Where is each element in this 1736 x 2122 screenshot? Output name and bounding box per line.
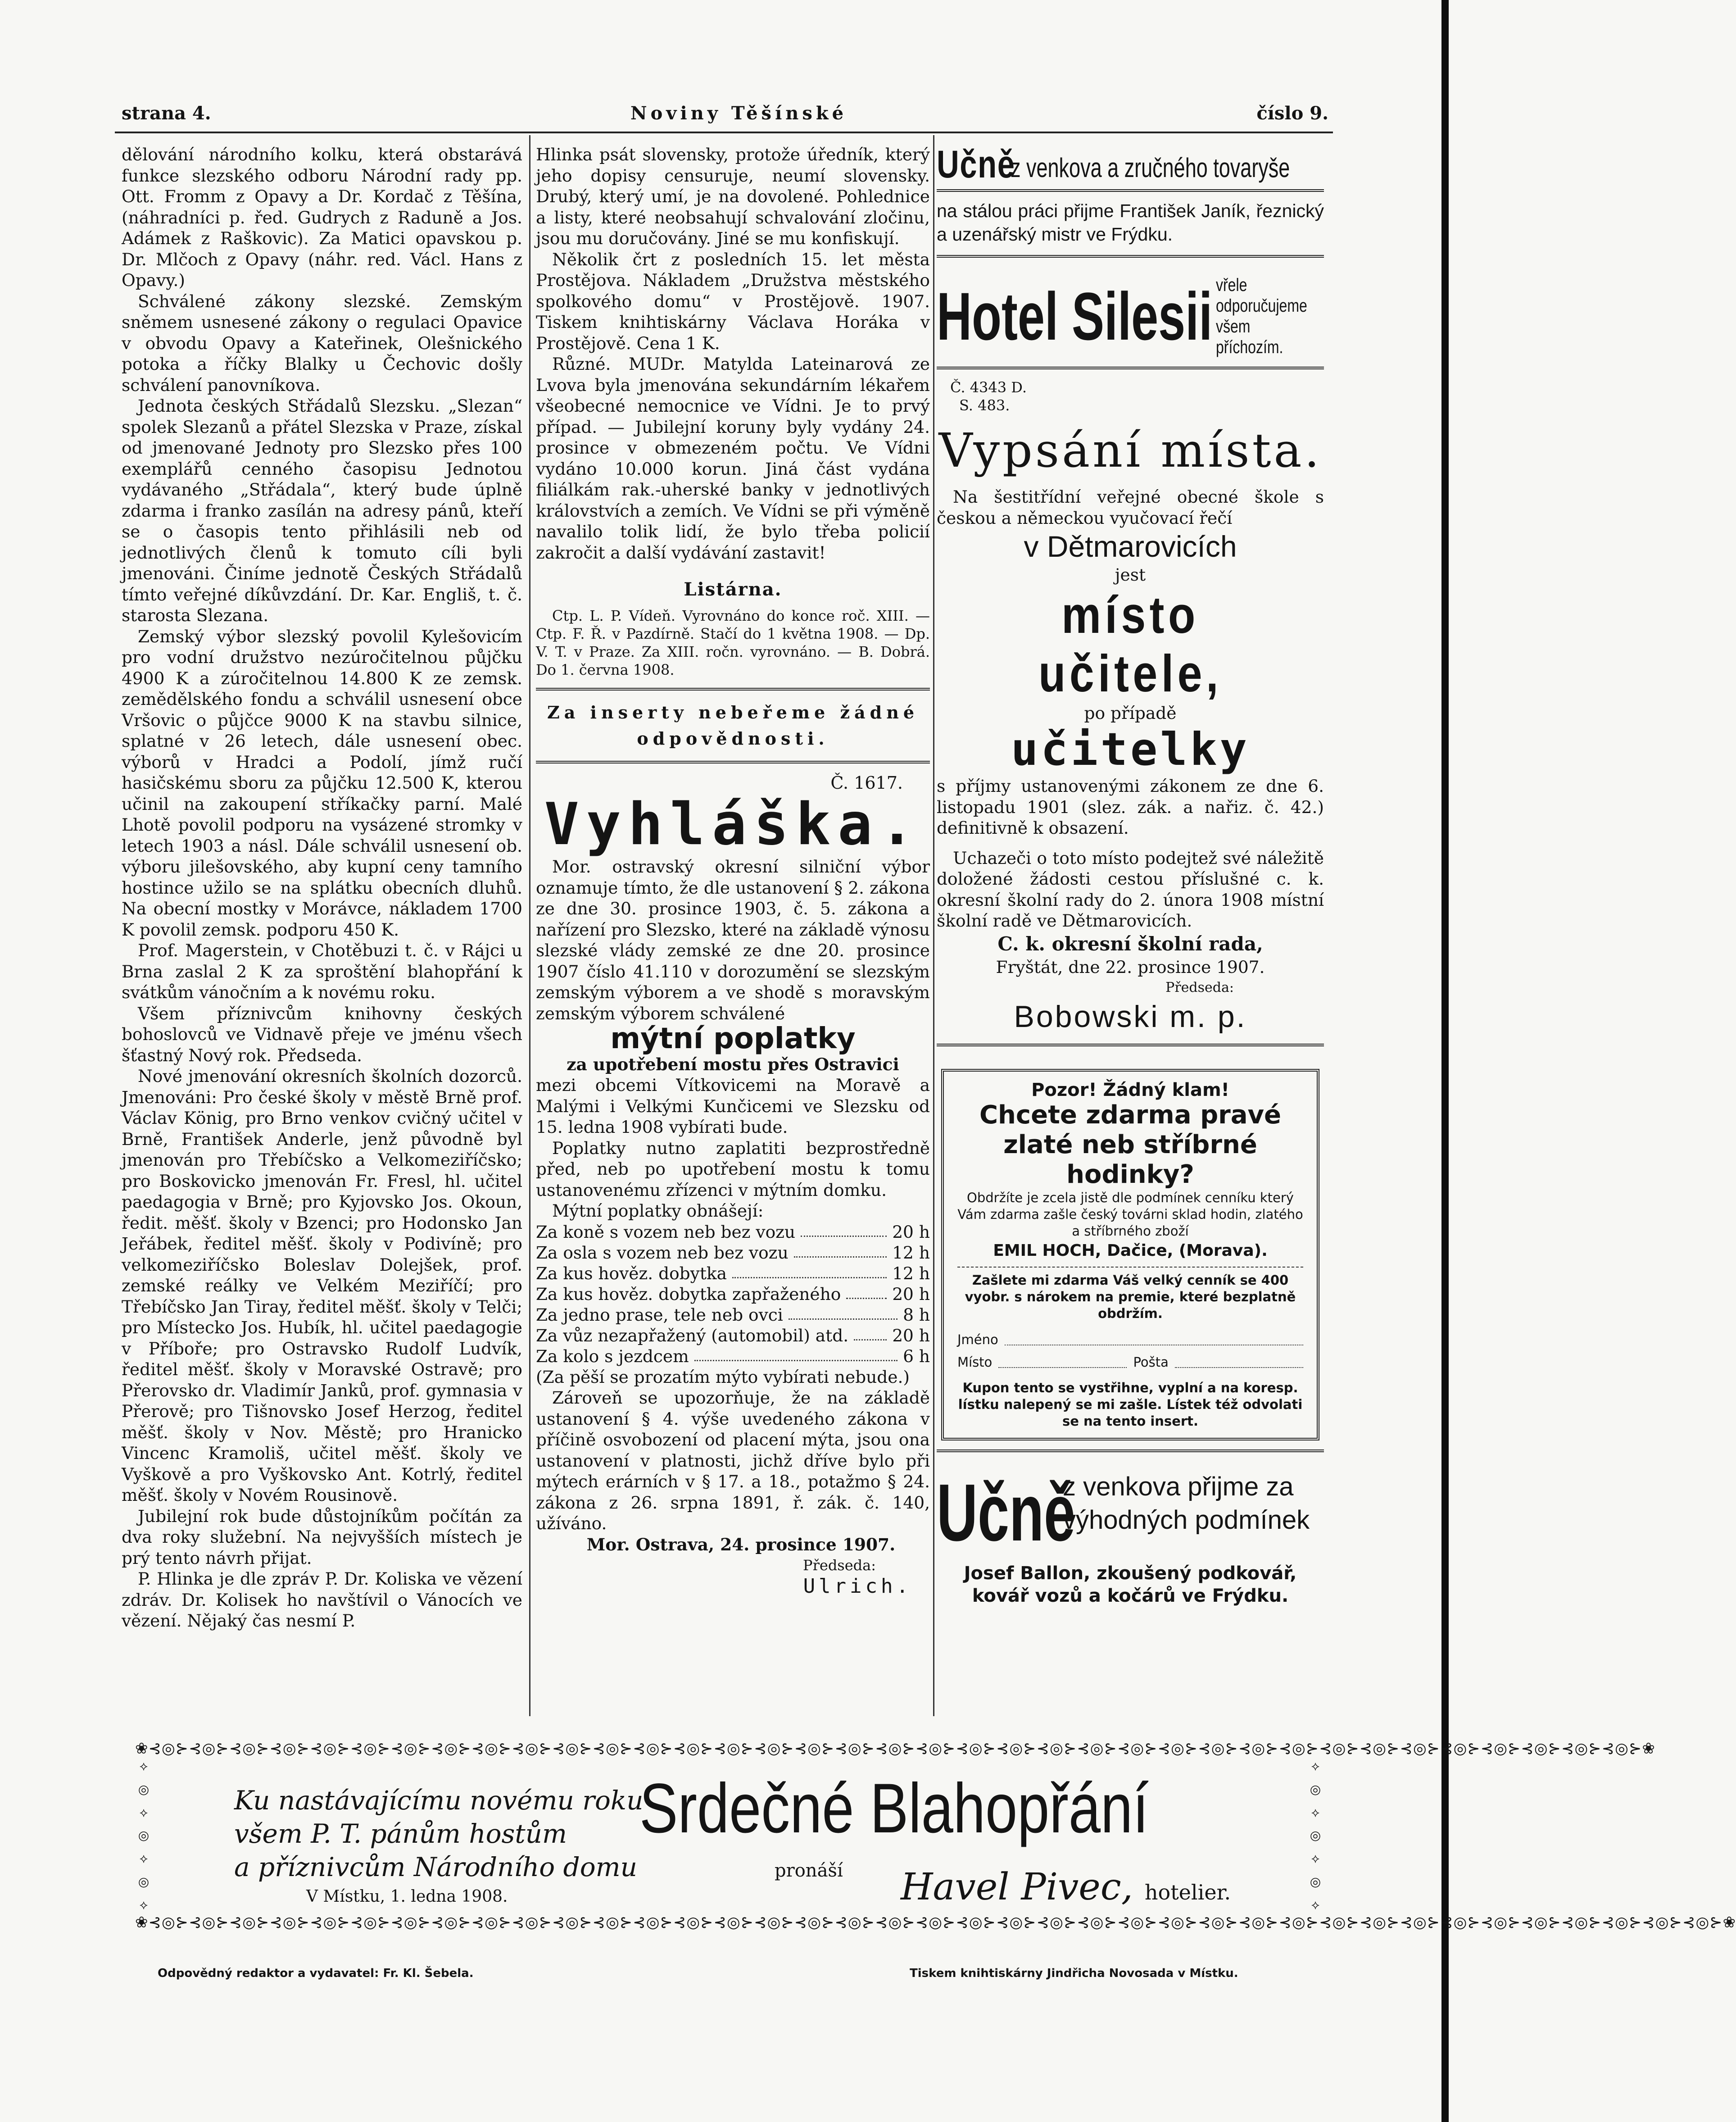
applicants-text: Uchazeči o toto místo podejtež své náležitě doložené žádosti cestou příslušné c. k. okresní školní rady do 2. února 1908 místní školní radě ve Dětmarovicích. [937, 848, 1324, 931]
signer-name: Havel Pivec, [901, 1866, 1133, 1908]
newspaper-title: Noviny Těšínské [630, 103, 848, 124]
article-paragraph: Poplatky nutno zaplatiti bezprostředně před, neb po upotřebení mostu k tomu ustanovenému zřízenci v mýtním domku. [536, 1138, 930, 1200]
hotel-aside: vřele odporučujeme všem příchozím. [1216, 275, 1307, 357]
article-paragraph: Nové jmenování okresních školních dozorců. Jmenováni: Pro české školy v městě Brně prof. Václav König, pro Brno venkov cvičný učitel v Brně, František Anderle, jenž původně byl jmenován pro Třebíčsko a Velkomeziříčsko; pro Boskovicko jmenován Fr. Fresl, hl. učitel paedagogia v Brně; pro Kyjovsko Jos. Okoun, ředit. měšť. školy v Bzenci; pro Hodonsko Jan Jeřábek, ředitel měšť. školy v Podivíně; pro velkomeziříčsko Boleslav Dolejšek, prof. zemské reálky ve Velkém Meziříčí; pro Třebíčsko Jan Tiray, ředitel měšť. školy v Telči; pro Místecko Jos. Hubík, hl. učitel paedagogie v Příboře; pro Ostravsko Rudolf Ludvík, ředitel měšť. školy v Moravské Ostravě; pro Přerovsko dr. Vladimír Janků, prof. gymnasia v Přerově; pro Tišnovsko Josef Herzog, ředitel měšť. školy v Nov. Městě; pro Hranicko Vincenc Kramoliš, učitel měšť. školy ve Vyškově a pro Vyškovsko Ant. Kotrlý, ředitel měšť. školy v Novém Rousinově. [122, 1066, 522, 1505]
predseda-label: Předseda: [803, 1557, 876, 1574]
greeting-signature [901, 1865, 1231, 1915]
greeting-pronasi: pronáší [775, 1860, 843, 1881]
ad-ucne-janik [937, 144, 1324, 185]
box-head: Pozor! Žádný klam! [1031, 1079, 1229, 1100]
salary-text: s příjmy ustanovenými zákonem ze dne 6. listopadu 1901 (slez. zák. a nařiz. č. 42.) definitivně k obsazení. [937, 776, 1324, 838]
tariff-note: (Za pěší se prozatím mýto vybírati nebude.) [536, 1367, 910, 1387]
reference-number: Č. 4343 D. [950, 379, 1027, 396]
ballon-text: Josef Ballon, zkoušený podkovář, kovář vozů a kočárů ve Frýdku. [964, 1563, 1297, 1606]
section-rule [536, 761, 930, 763]
footer-editor: Odpovědný redaktor a vydavatel: Fr. Kl. Šebela. [158, 1967, 474, 1980]
column-rule-1 [529, 135, 530, 1716]
ad-janik-text: na stálou práci přijme František Janík, řeznický a uzenářský mistr ve Frýdku. [937, 200, 1324, 245]
listarna-heading: Listárna. [684, 579, 782, 600]
mytni-subheading: za upotřebení mostu přes Ostravici [567, 1054, 899, 1074]
article-paragraph: dělování národního kolku, která obstarává funkce slezského odboru Národní rady pp. Ott. Fromm z Opavy a Dr. Kordač z Těšína, (náhradníci p. řed. Gudrych z Raduně a Jos. Adámek z Raškovic). Za Matici opavskou p. Dr. Mlčoch z Opavy (náhr. red. Václ. Hans z Opavy.) [122, 145, 522, 290]
article-paragraph: Hlinka psát slovensky, protože úředník, který jeho dopisy censuruje, neumí slovensky. Drubý, který umí, je na dovolené. Pohlednice a listy, které neobsahují schvalování zločinu, jsou mu doručovány. Jiné se mu konfiskují. [536, 145, 930, 248]
greeting-banner [135, 1739, 1736, 1932]
article-paragraph: Zároveň se upozorňuje, že na základě ustanovení § 4. výše uvedeného zákona v příčině osvobození od placení mýta, jsou ona ustanovení v platnosti, jichž dříve bylo při mýtech erárních v § 17. a 18., potažmo § 24. zákona z 26. srpna 1891, ř. zák. č. 140, užíváno. [536, 1388, 930, 1533]
vyhlaska-intro: Mor. ostravský okresní silniční výbor oznamuje tímto, že dle ustanovení § 2. zákona ze dne 30. prosince 1903, č. 5. zákona a nařízení pro Slezsko, které na základě výnosu slezské vlády zemské ze dne 20. prosince 1907 číslo 41.110 v dorozumění se slezským zemským výborem a ve shodě s moravským zemským výborem schválené [536, 857, 930, 1023]
section-rule [937, 1450, 1324, 1452]
village-name: v Dětmarovicích [1024, 530, 1237, 563]
ad-emil-hoch [941, 1069, 1319, 1440]
tariff-row: Za koně s vozem neb bez vozu 20 h [536, 1222, 930, 1242]
ad-ucne-headline: Učně [937, 143, 1015, 186]
school-council: C. k. okresní školní rada, [997, 932, 1263, 955]
reference-number: S. 483. [959, 397, 1010, 414]
signature: Ulrich. [803, 1574, 912, 1598]
ad-ucne-subheadline: z venkova a zručného tovaryše [1011, 153, 1290, 183]
column-3 [937, 144, 1324, 1607]
greeting-place-date: V Místku, 1. ledna 1908. [306, 1887, 508, 1906]
tariff-row: Za osla s vozem neb bez vozu 12 h [536, 1242, 930, 1263]
column-2 [536, 144, 930, 1597]
greeting-title: Srdečné Blahopřání [639, 1769, 1149, 1848]
page-number: strana 4. [122, 103, 211, 124]
jest-label: jest [1115, 565, 1146, 585]
ucitelky-heading: učitelky [1011, 723, 1250, 776]
footer-printer: Tiskem knihtiskárny Jindřicha Novosada v Místku. [910, 1967, 1238, 1980]
article-paragraph: Schválené zákony slezské. Zemským sněmem usnesené zákony o regulaci Opavice v obvodu Opavy a Kateřinek, Olešnického potoka a říčky Blalky u Čechovic došly schválení panovníkova. [122, 291, 522, 395]
section-rule [937, 1044, 1324, 1046]
bobowski-signature: Bobowski m. p. [1014, 999, 1247, 1034]
reference-number: Č. 1617. [830, 772, 903, 793]
listarna-item: Ctp. L. P. Vídeň. Vyrovnáno do konce roč. XIII. — Ctp. F. Ř. v Pazdírně. Stačí do 1 května 1908. — Dp. V. T. v Praze. Za XIII. ročn. vyrovnáno. — B. Dobrá. Do 1. června 1908. [536, 607, 930, 678]
ad-hotel-silesii [937, 275, 1324, 358]
vypsani-mista-title: Vypsání místa. [938, 423, 1322, 478]
box-body: Obdržíte je zcela jistě dle podmínek cenníku který Vám zdarma zašle český továrni sklad hodin, zlatého a stříbrného zboží [957, 1190, 1303, 1239]
section-rule [937, 255, 1324, 258]
box-title: Chcete zdarma pravé zlaté neb stříbrné hodinky? [979, 1100, 1282, 1189]
ad-ucne2-headline: Učně [937, 1467, 1076, 1558]
no-insert-notice: Za inserty nebeřeme žádné odpovědnosti. [547, 702, 919, 749]
scan-edge [1441, 0, 1449, 2122]
column-rule-2 [933, 135, 934, 1716]
predseda-label: Předseda: [1165, 980, 1234, 995]
article-paragraph: Jednota českých Střádalů Slezsku. „Slezan“ spolek Slezanů a přátel Slezska v Praze, získal od jmenované Jednoty pro Slezsko přes 100 exemplářů cenného časopisu Jednotou vydávaného „Střádala“, který bude úplně zdarma i franko zasílán na adresy pánů, kteří se o časopis tento přihlásili neb od jednotlivých členů k tomuto cíli byli jmenováni. Činíme jednotě Českých Střádalů tímto veřejné díkůvzdání. Dr. Kar. Engliš, t. č. starosta Slezana. [122, 396, 522, 625]
hotel-name: Hotel Silesii [937, 278, 1213, 354]
misto-ucitele-heading: místo učitele, [1038, 585, 1222, 703]
tariff-row: Za kus hověz. dobytka 12 h [536, 1263, 930, 1283]
article-paragraph: P. Hlinka je dle zpráv P. Dr. Koliska ve vězení zdráv. Dr. Kolisek ho navštívil o Vánocích ve vězení. Nějaký čas nesmí P. [122, 1569, 522, 1631]
article-paragraph: Prof. Magerstein, v Chotěbuzi t. č. v Rájci u Brna zaslal 2 K za sproštění blahopřání k svátkům vánočním a k novému roku. [122, 941, 522, 1002]
box-firm: EMIL HOCH, Dačice, (Morava). [993, 1241, 1268, 1260]
tariff-row: Za kus hověz. dobytka zapřaženého 20 h [536, 1284, 930, 1304]
frystat-date: Fryštát, dne 22. prosince 1907. [996, 957, 1265, 977]
mytni-poplatky-heading: mýtní poplatky [610, 1022, 856, 1055]
greeting-dedication: Ku nastávajícímu novému roku všem P. T. pánům hostům a příznivcům Národního domu [234, 1785, 644, 1882]
ornamental-border-bottom: ❀ ⊰◎⊱⊰◎⊱⊰◎⊱⊰◎⊱⊰◎⊱⊰◎⊱⊰◎⊱⊰◎⊱⊰◎⊱⊰◎⊱⊰◎⊱⊰◎⊱⊰◎⊱⊰◎⊱⊰◎⊱⊰◎⊱⊰◎⊱⊰◎⊱⊰◎⊱⊰◎⊱⊰◎⊱⊰◎⊱⊰◎⊱⊰◎⊱⊰◎⊱⊰◎⊱⊰◎⊱⊰◎⊱⊰◎⊱⊰◎⊱⊰◎⊱⊰◎⊱⊰◎⊱⊰◎⊱⊰◎⊱⊰◎⊱⊰◎⊱⊰◎⊱⊰◎⊱ ❀ [135, 1913, 1736, 1931]
box-order: Zašlete mi zdarma Váš velký cenník se 400 vyobr. s nárokem na premie, které bezplatně obdržím. [965, 1272, 1296, 1321]
article-paragraph: mezi obcemi Vítkovicemi na Moravě a Malými i Velkými Kunčicemi ve Slezsku od 15. ledna 1908 vybírati bude. [536, 1075, 930, 1137]
article-paragraph: Několik črt z posledních 15. let města Prostějova. Nákladem „Družstva městského spolkového domu“ v Prostějově. 1907. Tiskem knihtiskárny Václava Horáka v Prostějově. Cena 1 K. [536, 249, 930, 353]
tariff-row: Za kolo s jezdcem 6 h [536, 1346, 930, 1366]
article-paragraph: Zemský výbor slezský povolil Kylešovicím pro vodní družstvo nezúročitelnou půjčku 4900 K a zúročitelnou 14.800 K ze zemsk. zemědělského fondu a schválil usnesení obce Vršovic o půjčce 9000 K na stavbu silnice, splatné v 26 letech, dále usnesení obec. výborů v Hradci a Podolí, jímž ručí hasičskému sboru za půjčku 12.500 K, kterou učinil na zakoupení stříkačky parní. Malé Lhotě povolil podporu na vysázené stromky v letech 1903 a násl. Dále schválil usnesení ob. výboru jilešovského, aby kupní ceny tamního hostince užilo se na splátku obecních dluhů. Na obecní mostky v Morávce, nákladem 1700 K povolil zemsk. podporu 450 K. [122, 626, 522, 940]
tariff-heading: Mýtní poplatky obnášejí: [552, 1201, 764, 1221]
article-paragraph: Všem příznivcům knihovny českých bohoslovců ve Vidnavě přeje ve jménu všech šťastný Nový rok. Předseda. [122, 1003, 522, 1065]
column-1 [122, 144, 522, 1730]
signer-role: hotelier. [1144, 1880, 1231, 1904]
vyhlaska-place-date: Mor. Ostrava, 24. prosince 1907. [586, 1534, 896, 1554]
ad-ucne-ballon [937, 1467, 1324, 1558]
ad-ucne2-text: z venkova přijme za výhodných podmínek [1063, 1472, 1310, 1535]
section-rule [937, 367, 1324, 369]
section-rule [937, 189, 1324, 192]
po-pripade-label: po případě [1084, 703, 1177, 723]
box-note: Kupon tento se vystřihne, vyplní a na koresp. lístku nalepený se mi zašle. Lístek též odvolati se na tento insert. [958, 1380, 1303, 1429]
coupon-jmeno-field[interactable]: Jméno [957, 1328, 1303, 1351]
vypsani-text: Na šestitřídní veřejné obecné škole s českou a německou vyučovací řečí [937, 487, 1324, 528]
article-paragraph: Různé. MUDr. Matylda Lateinarová ze Lvova byla jmenována sekundárním lékařem všeobecné nemocnice ve Vídni. Je to prvý případ. — Jubilejní koruny byly vydány 24. prosince v obmezeném počtu. Ve Vídni vydáno 10.000 korun. Jiná část vydána filiálkám rak.-uherské banky v jednotlivých královstvích a zemích. Ve Vídni se při výměně navalilo tolik lidí, že bylo třeba policií zakročit a další vydávání zastavit! [536, 354, 930, 563]
coupon-misto-field[interactable]: Místo Pošta [957, 1351, 1303, 1373]
ornamental-border-top: ❀ ⊰◎⊱⊰◎⊱⊰◎⊱⊰◎⊱⊰◎⊱⊰◎⊱⊰◎⊱⊰◎⊱⊰◎⊱⊰◎⊱⊰◎⊱⊰◎⊱⊰◎⊱⊰◎⊱⊰◎⊱⊰◎⊱⊰◎⊱⊰◎⊱⊰◎⊱⊰◎⊱⊰◎⊱⊰◎⊱⊰◎⊱⊰◎⊱⊰◎⊱⊰◎⊱⊰◎⊱⊰◎⊱⊰◎⊱⊰◎⊱⊰◎⊱⊰◎⊱⊰◎⊱⊰◎⊱⊰◎⊱⊰◎⊱⊰◎⊱ ❀ [135, 1740, 1655, 1758]
article-paragraph: Jubilejní rok bude důstojníkům počítán za dva roky služební. Na nejvyšších místech je prý tento návrh přijat. [122, 1506, 522, 1568]
vyhlaska-title: Vyhláška. [544, 791, 922, 858]
box-coupon-fields [957, 1328, 1303, 1373]
ornamental-border-right: ⟡ ◎ ⟡ ◎ ⟡ ◎ ⟡ [1310, 1758, 1321, 1912]
tariff-row: Za vůz nezapřažený (automobil) atd. 20 h [536, 1325, 930, 1345]
tariff-table [536, 1222, 930, 1367]
header-rule [115, 132, 1333, 133]
section-rule [536, 688, 930, 691]
tariff-row: Za jedno prase, tele neb ovci 8 h [536, 1304, 930, 1325]
page-header [122, 103, 1328, 130]
issue-number: číslo 9. [1256, 103, 1328, 124]
ornamental-border-left: ⟡ ◎ ⟡ ◎ ⟡ ◎ ⟡ [138, 1758, 150, 1912]
